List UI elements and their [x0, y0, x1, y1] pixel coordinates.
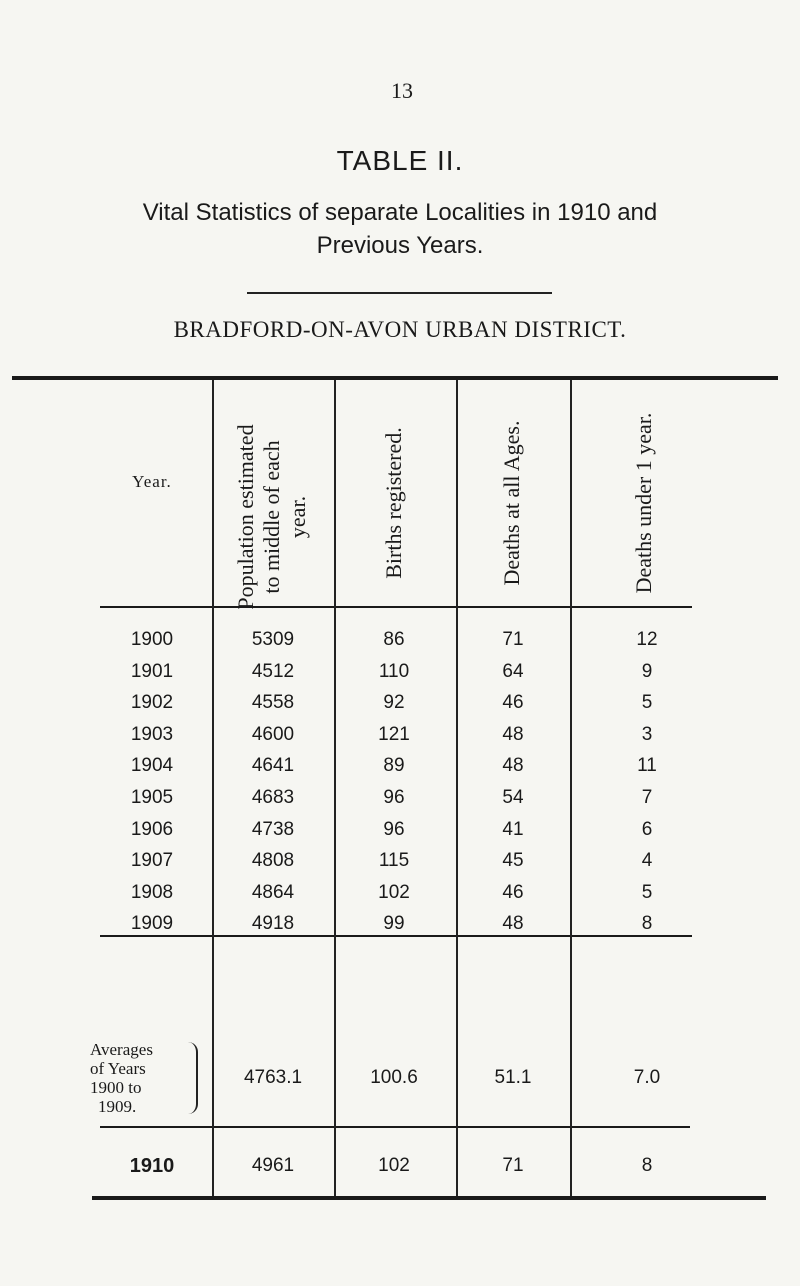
title-divider — [247, 292, 552, 294]
row-6-population: 4683 — [251, 787, 295, 808]
row-5-year: 1904 — [130, 755, 174, 777]
current-deaths-all: 71 — [502, 1155, 524, 1176]
table-title: TABLE II. — [336, 145, 464, 176]
row-1-deaths-all: 71 — [502, 629, 524, 650]
row-1-population: 5309 — [251, 629, 295, 650]
row-4-births: 121 — [378, 723, 410, 745]
row-7-population: 4738 — [251, 818, 295, 840]
row-8-births: 115 — [378, 850, 410, 872]
row-4-deaths-all: 48 — [502, 723, 524, 745]
header-deaths-infant: Deaths under 1 year. — [631, 412, 656, 594]
current-year: 1910 — [129, 1155, 175, 1177]
row-6-deaths-all: 54 — [502, 787, 524, 808]
district-heading: BRADFORD-ON-AVON URBAN DISTRICT. — [173, 317, 627, 342]
row-2-deaths-infant: 9 — [641, 660, 653, 682]
header-deaths-all: Deaths at all Ages. — [499, 420, 524, 586]
row-9-births: 102 — [378, 881, 410, 903]
row-1-births: 86 — [383, 629, 405, 650]
header-births: Births registered. — [381, 427, 406, 579]
row-2-deaths-all: 64 — [502, 660, 524, 682]
table-subtitle — [60, 196, 740, 262]
row-10-deaths-infant: 8 — [641, 913, 653, 935]
row-10-births: 99 — [383, 913, 405, 935]
header-bottom-rule — [100, 606, 692, 608]
row-1-year: 1900 — [130, 629, 174, 650]
row-5-deaths-infant: 11 — [637, 755, 657, 777]
row-8-population: 4808 — [251, 850, 295, 872]
row-9-year: 1908 — [130, 881, 174, 903]
row-10-deaths-all: 48 — [502, 913, 524, 935]
row-3-population: 4558 — [251, 692, 295, 714]
subtitle-line-2: Previous Years. — [316, 232, 484, 259]
table-bottom-rule — [92, 1196, 766, 1200]
table-top-rule — [12, 376, 778, 380]
row-4-population: 4600 — [251, 723, 295, 745]
header-year: Year. — [132, 472, 172, 491]
averages-brace — [186, 1042, 198, 1114]
row-5-births: 89 — [383, 755, 405, 777]
row-3-deaths-infant: 5 — [641, 692, 653, 714]
row-3-year: 1902 — [130, 692, 174, 714]
row-1-deaths-infant: 12 — [636, 629, 658, 650]
row-6-year: 1905 — [130, 787, 174, 808]
row-7-year: 1906 — [130, 818, 174, 840]
row-2-births: 110 — [378, 660, 410, 682]
row-10-year: 1909 — [130, 913, 174, 935]
page-number: 13 — [391, 78, 413, 103]
current-deaths-infant: 8 — [641, 1155, 653, 1176]
row-5-deaths-all: 48 — [502, 755, 524, 777]
row-9-deaths-all: 46 — [502, 881, 524, 903]
row-2-year: 1901 — [130, 660, 174, 682]
row-7-deaths-all: 41 — [502, 818, 524, 840]
averages-bottom-rule — [100, 1126, 690, 1128]
header-population-line-2: to middle of each — [259, 440, 284, 594]
header-population-line-3: year. — [285, 495, 310, 539]
row-5-population: 4641 — [251, 755, 295, 777]
row-8-deaths-all: 45 — [502, 850, 524, 872]
row-3-deaths-all: 46 — [502, 692, 524, 714]
row-4-year: 1903 — [130, 723, 174, 745]
averages-label-line-3: 1900 to — [90, 1078, 142, 1097]
row-4-deaths-infant: 3 — [641, 723, 653, 745]
row-9-deaths-infant: 5 — [641, 881, 653, 903]
averages-population: 4763.1 — [243, 1067, 303, 1088]
row-8-deaths-infant: 4 — [641, 850, 653, 872]
row-9-population: 4864 — [251, 881, 295, 903]
averages-deaths-infant: 7.0 — [633, 1067, 661, 1088]
averages-deaths-all: 51.1 — [494, 1067, 532, 1088]
row-7-deaths-infant: 6 — [641, 818, 653, 840]
row-6-deaths-infant: 7 — [641, 787, 653, 808]
subtitle-line-1: Vital Statistics of separate Localities in 1910 and — [142, 199, 658, 226]
row-7-births: 96 — [383, 818, 405, 840]
averages-births: 100.6 — [370, 1067, 418, 1088]
row-2-population: 4512 — [251, 660, 295, 682]
header-population — [233, 407, 313, 627]
row-8-year: 1907 — [130, 850, 174, 872]
averages-label-line-4: 1909. — [98, 1097, 137, 1116]
current-population: 4961 — [251, 1155, 295, 1176]
header-population-line-1: Population estimated — [233, 424, 258, 610]
row-10-population: 4918 — [251, 913, 295, 935]
averages-label — [90, 1040, 186, 1116]
current-births: 102 — [378, 1155, 410, 1176]
averages-label-line-1: Averages — [90, 1040, 153, 1059]
row-3-births: 92 — [383, 692, 405, 714]
row-6-births: 96 — [383, 787, 405, 808]
averages-label-line-2: of Years — [90, 1059, 146, 1078]
